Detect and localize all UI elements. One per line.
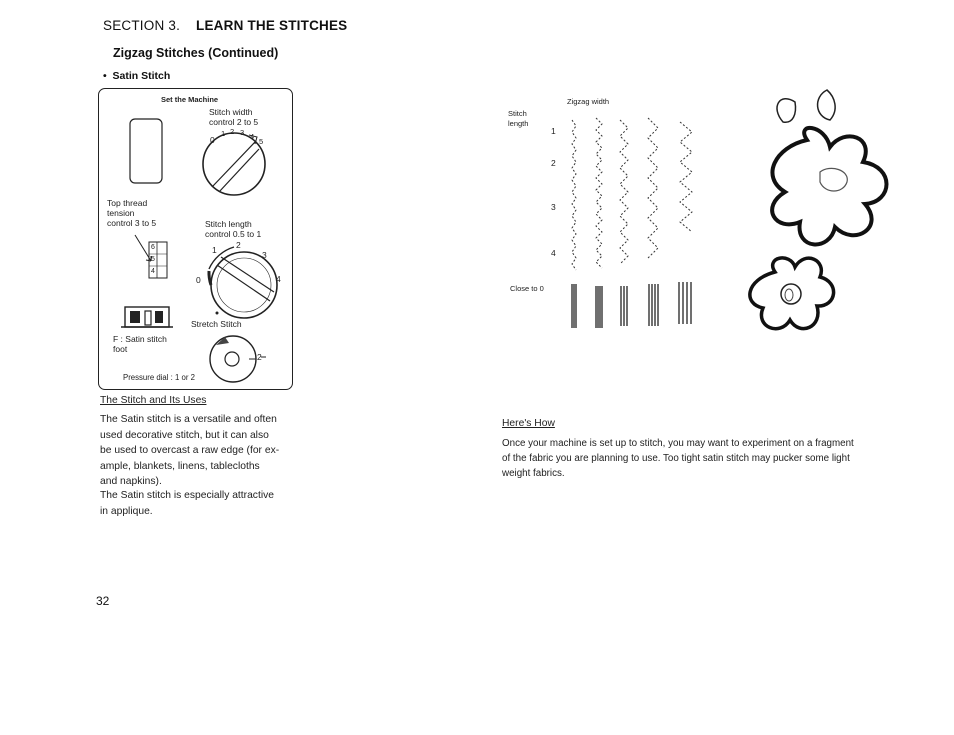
tension-mark-6: 6 [151, 244, 155, 251]
length-mark-2: 2 [236, 240, 241, 250]
tension-label-line1: Top thread [107, 198, 148, 208]
tension-label-line3: control 3 to 5 [107, 218, 157, 228]
satin-foot-icon [121, 307, 173, 327]
heres-how-paragraph [502, 436, 912, 481]
set-machine-panel [98, 88, 293, 390]
uses-p2-line: The Satin stitch is especially attractive [100, 490, 274, 501]
width-label [209, 107, 258, 127]
stitch-chart [500, 92, 720, 362]
uses-p1-line: be used to overcast a raw edge (for ex- [100, 445, 280, 456]
pressure-mark: 2 [257, 352, 262, 362]
uses-paragraph-1 [100, 412, 300, 490]
uses-heading: The Stitch and Its Uses [100, 395, 207, 406]
uses-p1-line: used decorative stitch, but it can also [100, 429, 269, 441]
stitch-samples-illustration [500, 92, 720, 362]
heres-how-heading: Here's How [502, 418, 555, 429]
section-number: SECTION 3. [103, 18, 181, 33]
bullet-label: Satin Stitch [112, 70, 171, 82]
foot-label-line1: F : Satin stitch [113, 334, 167, 344]
section-title: LEARN THE STITCHES [196, 18, 348, 33]
zigzag-width-label: Zigzag width [567, 97, 610, 106]
flower-applique-icon [735, 82, 915, 362]
tension-label-line2: tension [107, 208, 135, 218]
width-mark-1: 1 [221, 129, 226, 138]
width-window-icon [130, 119, 162, 183]
row-label-close-to-0: Close to 0 [510, 284, 544, 293]
length-label [205, 219, 261, 239]
width-label-line1: Stitch width [209, 107, 253, 117]
page-number: 32 [96, 594, 110, 608]
panel-title: Set the Machine [161, 95, 219, 104]
length-label-line2: control 0.5 to 1 [205, 229, 262, 239]
width-mark-2: 2 [230, 127, 235, 136]
page-subtitle: Zigzag Stitches (Continued) [113, 46, 279, 60]
stitch-length-label-line1: Stitch [508, 109, 527, 118]
uses-p1-line: and napkins). [100, 476, 162, 487]
heres-how-line: weight fabrics. [502, 468, 565, 479]
stretch-stitch-label: Stretch Stitch [191, 319, 242, 329]
tension-mark-4: 4 [151, 268, 155, 275]
length-mark-0: 0 [196, 275, 201, 285]
row-label-3: 3 [551, 202, 556, 212]
row-label-2: 2 [551, 158, 556, 168]
stitch-length-label-line2: length [508, 119, 529, 128]
uses-p2-line: in applique. [100, 505, 153, 517]
width-mark-4: 4 [250, 132, 255, 141]
tension-mark-5: 5 [151, 256, 155, 263]
section-heading [103, 18, 347, 33]
heres-how-line: of the fabric you are planning to use. Too tight satin stitch may pucker some light [502, 453, 850, 464]
length-mark-4: 4 [276, 274, 281, 284]
uses-paragraph-2 [100, 488, 300, 519]
width-mark-0: 0 [210, 135, 215, 145]
pressure-label: Pressure dial : 1 or 2 [123, 373, 195, 382]
uses-p1-line: ample, blankets, linens, tablecloths [100, 460, 260, 472]
heres-how-line: Once your machine is set up to stitch, you may want to experiment on a fragment [502, 438, 854, 449]
stitch-length-label [508, 109, 528, 129]
foot-label-line2: foot [113, 344, 128, 354]
bullet-satin-stitch: • Satin Stitch [103, 70, 171, 82]
uses-p1-line: The Satin stitch is a versatile and often [100, 414, 277, 425]
width-label-line2: control 2 to 5 [209, 117, 259, 127]
applique-flowers-illustration [735, 82, 915, 362]
length-mark-1: 1 [212, 245, 217, 255]
length-label-line1: Stitch length [205, 219, 252, 229]
width-mark-5: 5 [259, 137, 264, 146]
width-mark-3: 3 [240, 128, 245, 137]
foot-label [113, 334, 167, 354]
tension-label [107, 198, 156, 228]
length-mark-3: 3 [262, 250, 267, 260]
row-label-1: 1 [551, 126, 556, 136]
satin-stitch-row [572, 282, 691, 328]
row-label-4: 4 [551, 248, 556, 258]
